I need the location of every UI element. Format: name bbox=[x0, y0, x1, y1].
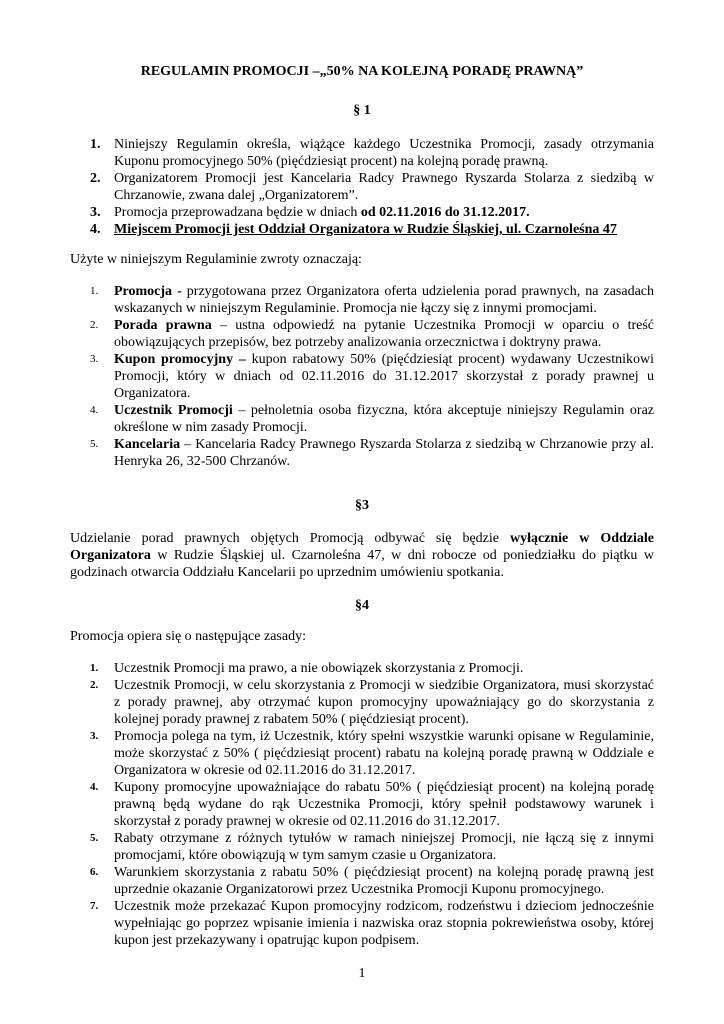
list-item: 4. Miejscem Promocji jest Oddział Organizatora w Rudzie Śląskiej, ul. Czarnoleśna 47 bbox=[90, 222, 617, 237]
section-1-list bbox=[70, 136, 654, 238]
section-3-heading: §3 bbox=[355, 498, 369, 513]
list-item: 6. Warunkiem skorzystania z rabatu 50% ( pięćdziesiąt procent) na kolejną poradę prawną jest uprzednie okazanie Organizatorowi przez Uczestnika Promocji Kuponu promocyjnego. bbox=[90, 865, 654, 897]
page-number: 1 bbox=[358, 966, 366, 981]
list-item: 2. Uczestnik Promocji, w celu skorzystania z Promocji w siedzibie Organizatora, musi skorzystać z porady prawnej, aby otrzymać kupon promocyjny upoważniający go do skorzystania z kolejnej porady prawnej z rabatem 50% ( pięćdziesiąt procent). bbox=[90, 678, 654, 727]
list-item: 4. Kupony promocyjne upoważniające do rabatu 50% ( pięćdziesiąt procent) na kolejną poradę prawną będą wydane do rąk Uczestnika Promocji, który spełnił podstawowy warunek i skorzystał z porady prawnej w okresie od 02.11.2016 do 31.12.2017. bbox=[90, 780, 654, 829]
definitions-list bbox=[70, 283, 654, 470]
list-item: 3. Kupon promocyjny – kupon rabatowy 50% (pięćdziesiąt procent) wydawany Uczestnikowi Promocji, który w dniach od 02.11.2016 do 31.12.2017 skorzystał z porady prawnej u Organizatora. bbox=[90, 352, 654, 401]
document-title: REGULAMIN PROMOCJI –„50% NA KOLEJNĄ PORADĘ PRAWNĄ” bbox=[140, 64, 584, 79]
section-1-heading: § 1 bbox=[353, 103, 371, 118]
section-4-intro: Promocja opiera się o następujące zasady: bbox=[70, 629, 306, 644]
definitions-intro: Użyte w niniejszym Regulaminie zwroty oznaczają: bbox=[70, 252, 362, 267]
list-item: 2. Organizatorem Promocji jest Kancelaria Radcy Prawnego Ryszarda Stolarza z siedzibą w Chrzanowie, zwana dalej „Organizatorem”. bbox=[90, 171, 654, 203]
list-item: 2. Porada prawna – ustna odpowiedź na pytanie Uczestnika Promocji w oparciu o treść obowiązujących przepisów, bez potrzeby analizowania orzecznictwa i doktryny prawa. bbox=[90, 318, 654, 350]
list-item: 5. Kancelaria – Kancelaria Radcy Prawnego Ryszarda Stolarza z siedzibą w Chrzanowie przy al. Henryka 26, 32-500 Chrzanów. bbox=[90, 437, 654, 469]
list-item: 7. Uczestnik może przekazać Kupon promocyjny rodzicom, rodzeństwu i dzieciom jednocześnie wypełniając go poprzez wpisanie imienia i nazwiska oraz stopnia pokrewieństwa osoby, której kupon jest przekazywany i opatrując kupon podpisem. bbox=[90, 899, 654, 948]
list-item: 3. Promocja przeprowadzana będzie w dniach od 02.11.2016 do 31.12.2017. bbox=[90, 205, 530, 220]
section-3-paragraph: Udzielanie porad prawnych objętych Promocją odbywać się będzie wyłącznie w Oddziale Organizatora w Rudzie Śląskiej ul. Czarnoleśna 47, w dni robocze od poniedziałku do piątku w godzinach otwarcia Oddziału Kancelarii po uprzednim umówieniu spotkania. bbox=[70, 531, 654, 580]
list-item: 1. Niniejszy Regulamin określa, wiążące każdego Uczestnika Promocji, zasady otrzymania Kuponu promocyjnego 50% (pięćdziesiąt procent) na kolejną poradę prawną. bbox=[90, 137, 654, 169]
list-item: 1. Uczestnik Promocji ma prawo, a nie obowiązek skorzystania z Promocji. bbox=[90, 661, 524, 676]
section-4-list bbox=[70, 660, 654, 949]
list-item: 1. Promocja - przygotowana przez Organizatora oferta udzielenia porad prawnych, na zasadach wskazanych w niniejszym Regulaminie. Promocja nie łączy się z innymi promocjami. bbox=[90, 284, 655, 316]
list-item: 3. Promocja polega na tym, iż Uczestnik, który spełni wszystkie warunki opisane w Regulaminie, może skorzystać z 50% ( pięćdziesiąt procent) rabatu na kolejną poradę prawną w Oddziale e Organizatora w okresie od 02.11.2016 do 31.12.2017. bbox=[90, 729, 654, 778]
section-4-heading: §4 bbox=[355, 598, 369, 613]
list-item: 4. Uczestnik Promocji – pełnoletnia osoba fizyczna, która akceptuje niniejszy Regulamin oraz określone w nim zasady Promocji. bbox=[90, 403, 655, 435]
list-item: 5. Rabaty otrzymane z różnych tytułów w ramach niniejszej Promocji, nie łączą się z innymi promocjami, które obowiązują w tym samym czasie u Organizatora. bbox=[90, 831, 654, 863]
